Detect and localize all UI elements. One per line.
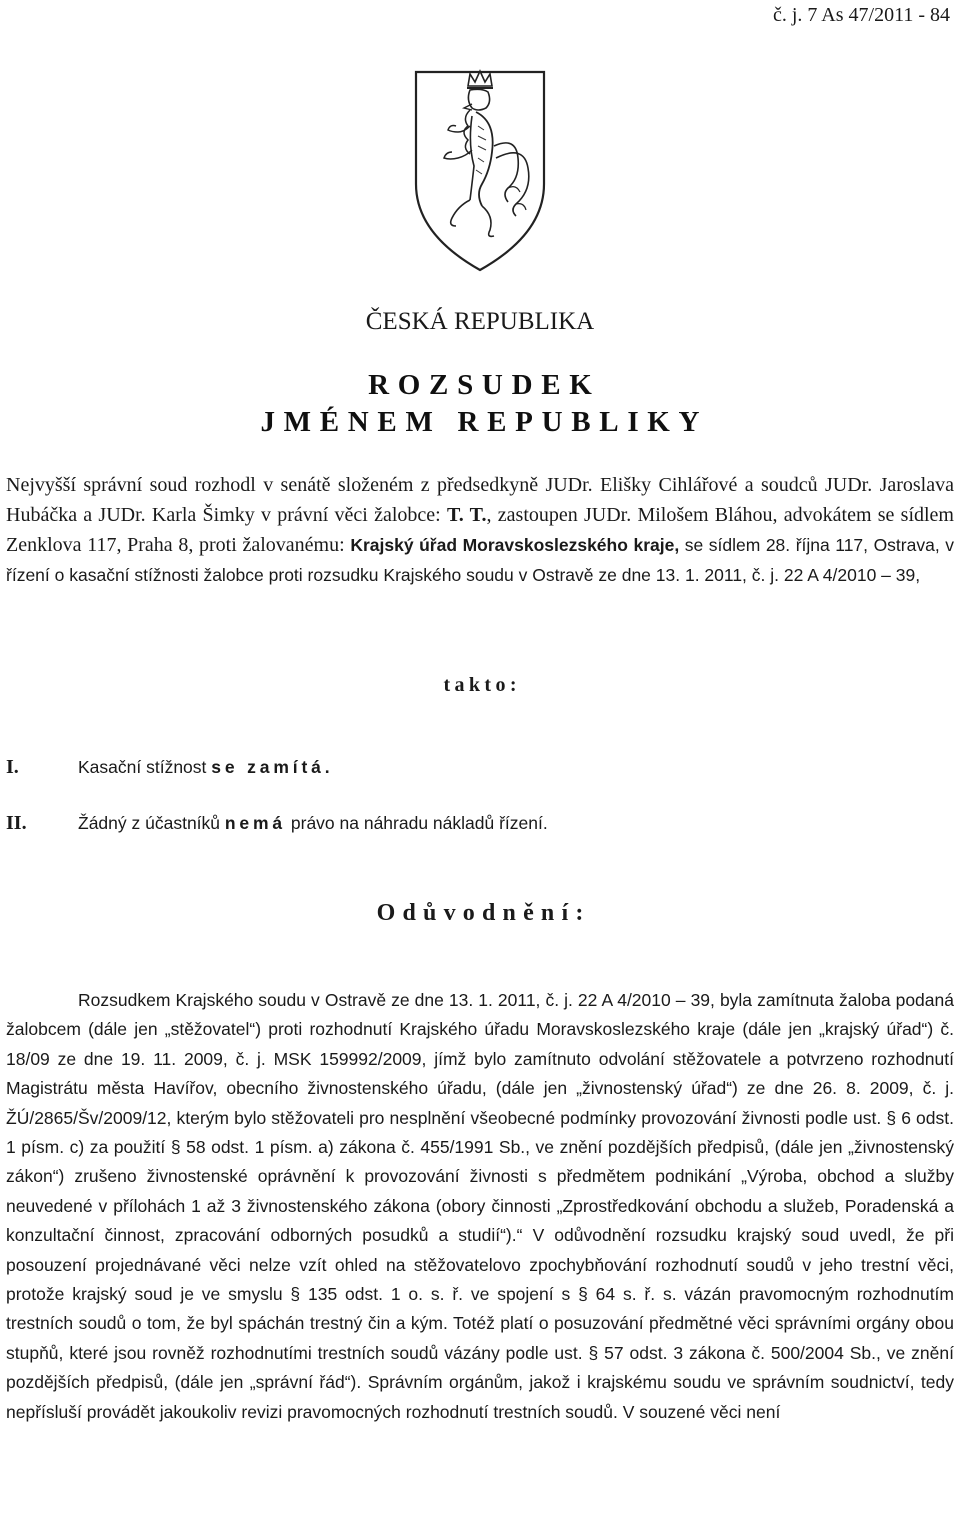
verdict-item-text: [78, 812, 548, 835]
reasoning-text-2: V odůvodnění rozsudku krajský soud uvedl, že při posouzení projednávané věci nelze vzít ohled na stěžovatelovo zpochybňování rozhodnutí soudů v jeho trestní věci, protože krajský soud je ve smyslu § 135 odst. 1 o. s. ř. ve spojení s § 64 s. ř. s. vázán pravomocným rozhodnutím trestních soudů o tom, že byl spáchán trestný čin a kým. Totéž platí o posuzování předmětné věci správními orgány obou stupňů, které jsou rovněž rozhodnutími trestních soudů vázány podle ust. § 57 odst. 3 zákona č. 500/2004 Sb., ve znění pozdějších předpisů, (dále jen „správní řád“). Správním orgánům, jakož i krajskému soudu ve správním soudnictví, tedy nepřísluší provádět jakoukoliv revizi pravomocných rozhodnutí trestních soudů. V souzené věci není: [6, 1225, 954, 1422]
case-number: č. j. 7 As 47/2011 - 84: [772, 4, 950, 26]
judgment-heading: ROZSUDEK: [368, 369, 601, 401]
reasoning-heading: Odůvodnění:: [376, 900, 591, 926]
verdict-item-lead: Kasační stížnost: [78, 757, 212, 777]
verdict-item-tail: právo na náhradu nákladů řízení.: [286, 813, 548, 833]
intro-paragraph: [6, 470, 954, 590]
in-name-of-republic-heading: JMÉNEM REPUBLIKY: [260, 406, 709, 438]
plaintiff-name: T. T.: [446, 504, 487, 526]
verdict-item-number: II.: [6, 812, 27, 834]
reasoning-paragraph: [6, 986, 954, 1427]
verdict-item-key: nemá: [224, 813, 287, 833]
verdict-item-lead: Žádný z účastníků: [78, 813, 225, 833]
verdict-item-key: se zamítá.: [211, 757, 334, 777]
intro-text-1: Nejvyšší správní soud rozhodl v senátě složeném z předsedkyně JUDr. Elišky Cihlářové a soudců JUDr. Jaroslava Hubáčka a JUDr. Karla Šimky v právní věci žalobce:: [6, 474, 954, 526]
intro-text-3: se sídlem 28. října 117, Ostrava, v řízení o kasační stížnosti žalobce proti rozsudku Krajského soudu v Ostravě ze dne 13. 1. 2011, č. j. 22 A 4/2010 – 39,: [6, 535, 954, 585]
czech-coat-of-arms-icon: [412, 66, 548, 276]
intro-text-2: , zastoupen JUDr. Milošem Bláhou, advokátem se sídlem Zenklova 117, Praha 8, proti žalovanému:: [6, 504, 954, 556]
country-heading: ČESKÁ REPUBLIKA: [365, 308, 595, 335]
verdict-item-number: I.: [6, 756, 19, 778]
decision-heading: takto:: [443, 674, 521, 696]
verdict-item-text: [78, 756, 333, 779]
reasoning-text-1: Rozsudkem Krajského soudu v Ostravě ze dne 13. 1. 2011, č. j. 22 A 4/2010 – 39, byla zamítnuta žaloba podaná žalobcem (dále jen „stěžovatel“) proti rozhodnutí Krajského úřadu Moravskoslezského kraje (dále jen „krajský úřad“) č. 18/09 ze dne 19. 11. 2009, č. j. MSK 159992/2009, jímž bylo zamítnuto odvolání stěžovatele a potvrzeno rozhodnutí Magistrátu města Havířov, obecního živnostenského úřadu, (dále jen „živnostenský úřad“) ze dne 26. 8. 2009, č. j. ŽÚ/2865/Šv/2009/12, kterým bylo stěžovateli pro nesplnění všeobecné podmínky provozování živnosti podle ust. § 6 odst. 1 písm. c) za použití § 58 odst. 1 písm. a) zákona č. 455/1991 Sb., ve znění pozdějších předpisů, (dále jen „živnostenský zákon“) zrušeno živnostenské oprávnění k provozování živnosti s předmětem podnikání „Výroba, obchod a služby neuvedené v přílohách 1 až 3 živnostenského zákona (obory činnosti „Zprostředkování obchodu a služeb, Poradenská a konzultační činnost, zpracování odborných posudků a studií“).“: [6, 990, 954, 1246]
defendant-name: Krajský úřad Moravskoslezského kraje,: [350, 535, 680, 555]
